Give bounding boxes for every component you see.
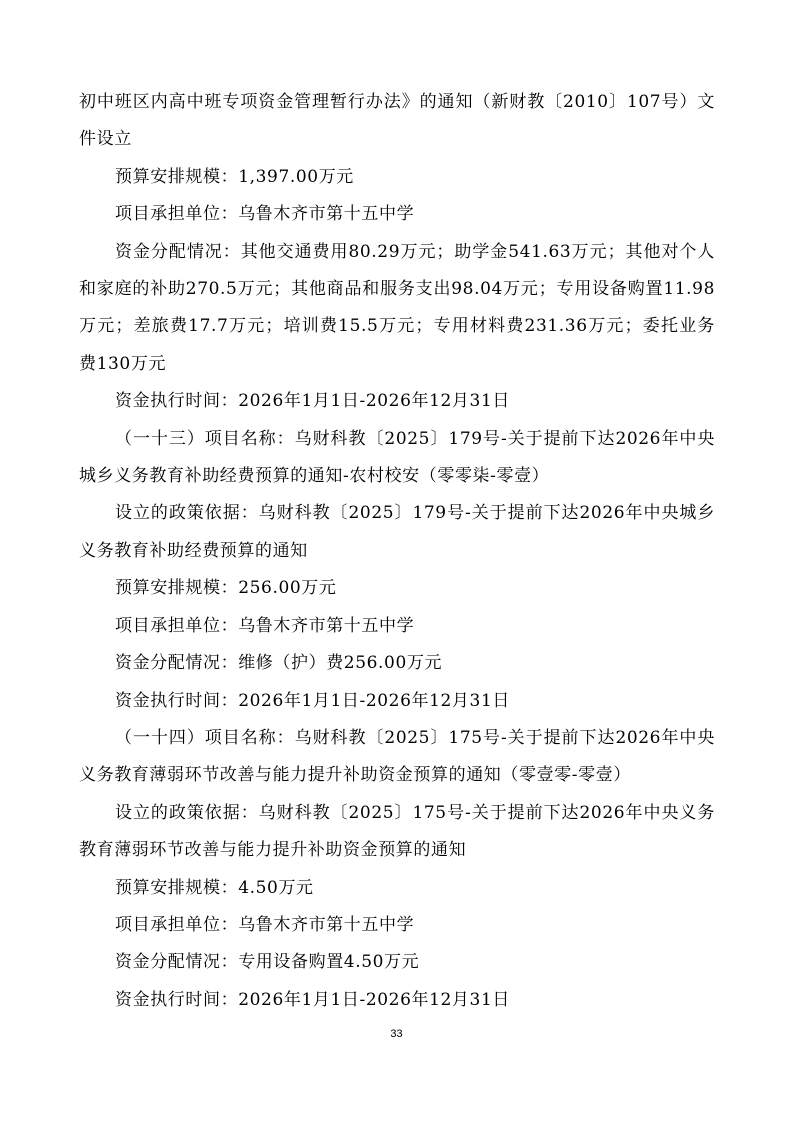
project-14-fund-allocation: 资金分配情况：专用设备购置4.50万元: [115, 952, 420, 973]
project-13-budget-scale: 预算安排规模：256.00万元: [115, 578, 337, 599]
document-body: [79, 84, 715, 1019]
project-14-title: （一十四）项目名称：乌财科教〔2025〕175号-关于提前下达2026年中央义务教育薄弱环节改善与能力提升补助资金预算的通知（零壹零-零壹）: [79, 727, 715, 786]
project-13-policy-basis: 设立的政策依据：乌财科教〔2025〕179号-关于提前下达2026年中央城乡义务教育补助经费预算的通知: [79, 503, 715, 561]
page-number: 33: [390, 1028, 403, 1040]
execution-period: 资金执行时间：2026年1月1日-2026年12月31日: [115, 391, 510, 412]
budget-scale: 预算安排规模：1,397.00万元: [115, 166, 354, 187]
project-14-undertaking-unit: 项目承担单位：乌鲁木齐市第十五中学: [115, 914, 415, 935]
project-14-budget-scale: 预算安排规模：4.50万元: [115, 877, 314, 898]
project-13-undertaking-unit: 项目承担单位：乌鲁木齐市第十五中学: [115, 615, 415, 636]
project-13-title: （一十三）项目名称：乌财科教〔2025〕179号-关于提前下达2026年中央城乡义务教育补助经费预算的通知-农村校安（零零柒-零壹）: [79, 428, 715, 487]
fund-allocation: 资金分配情况：其他交通费用80.29万元；助学金541.63万元；其他对个人和家庭的补助270.5万元；其他商品和服务支出98.04万元；专用设备购置11.98万元；差旅费17.7万元；培训费15.5万元；专用材料费231.36万元；委托业务费130万元: [79, 241, 715, 374]
project-14-execution-period: 资金执行时间：2026年1月1日-2026年12月31日: [115, 989, 510, 1010]
project-13-fund-allocation: 资金分配情况：维修（护）费256.00万元: [115, 653, 443, 674]
project-14-policy-basis: 设立的政策依据：乌财科教〔2025〕175号-关于提前下达2026年中央义务教育薄弱环节改善与能力提升补助资金预算的通知: [79, 802, 715, 861]
continued-paragraph: 初中班区内高中班专项资金管理暂行办法》的通知（新财教〔2010〕107号）文件设立: [79, 92, 715, 150]
project-13-execution-period: 资金执行时间：2026年1月1日-2026年12月31日: [115, 690, 510, 711]
undertaking-unit: 项目承担单位：乌鲁木齐市第十五中学: [115, 204, 415, 225]
